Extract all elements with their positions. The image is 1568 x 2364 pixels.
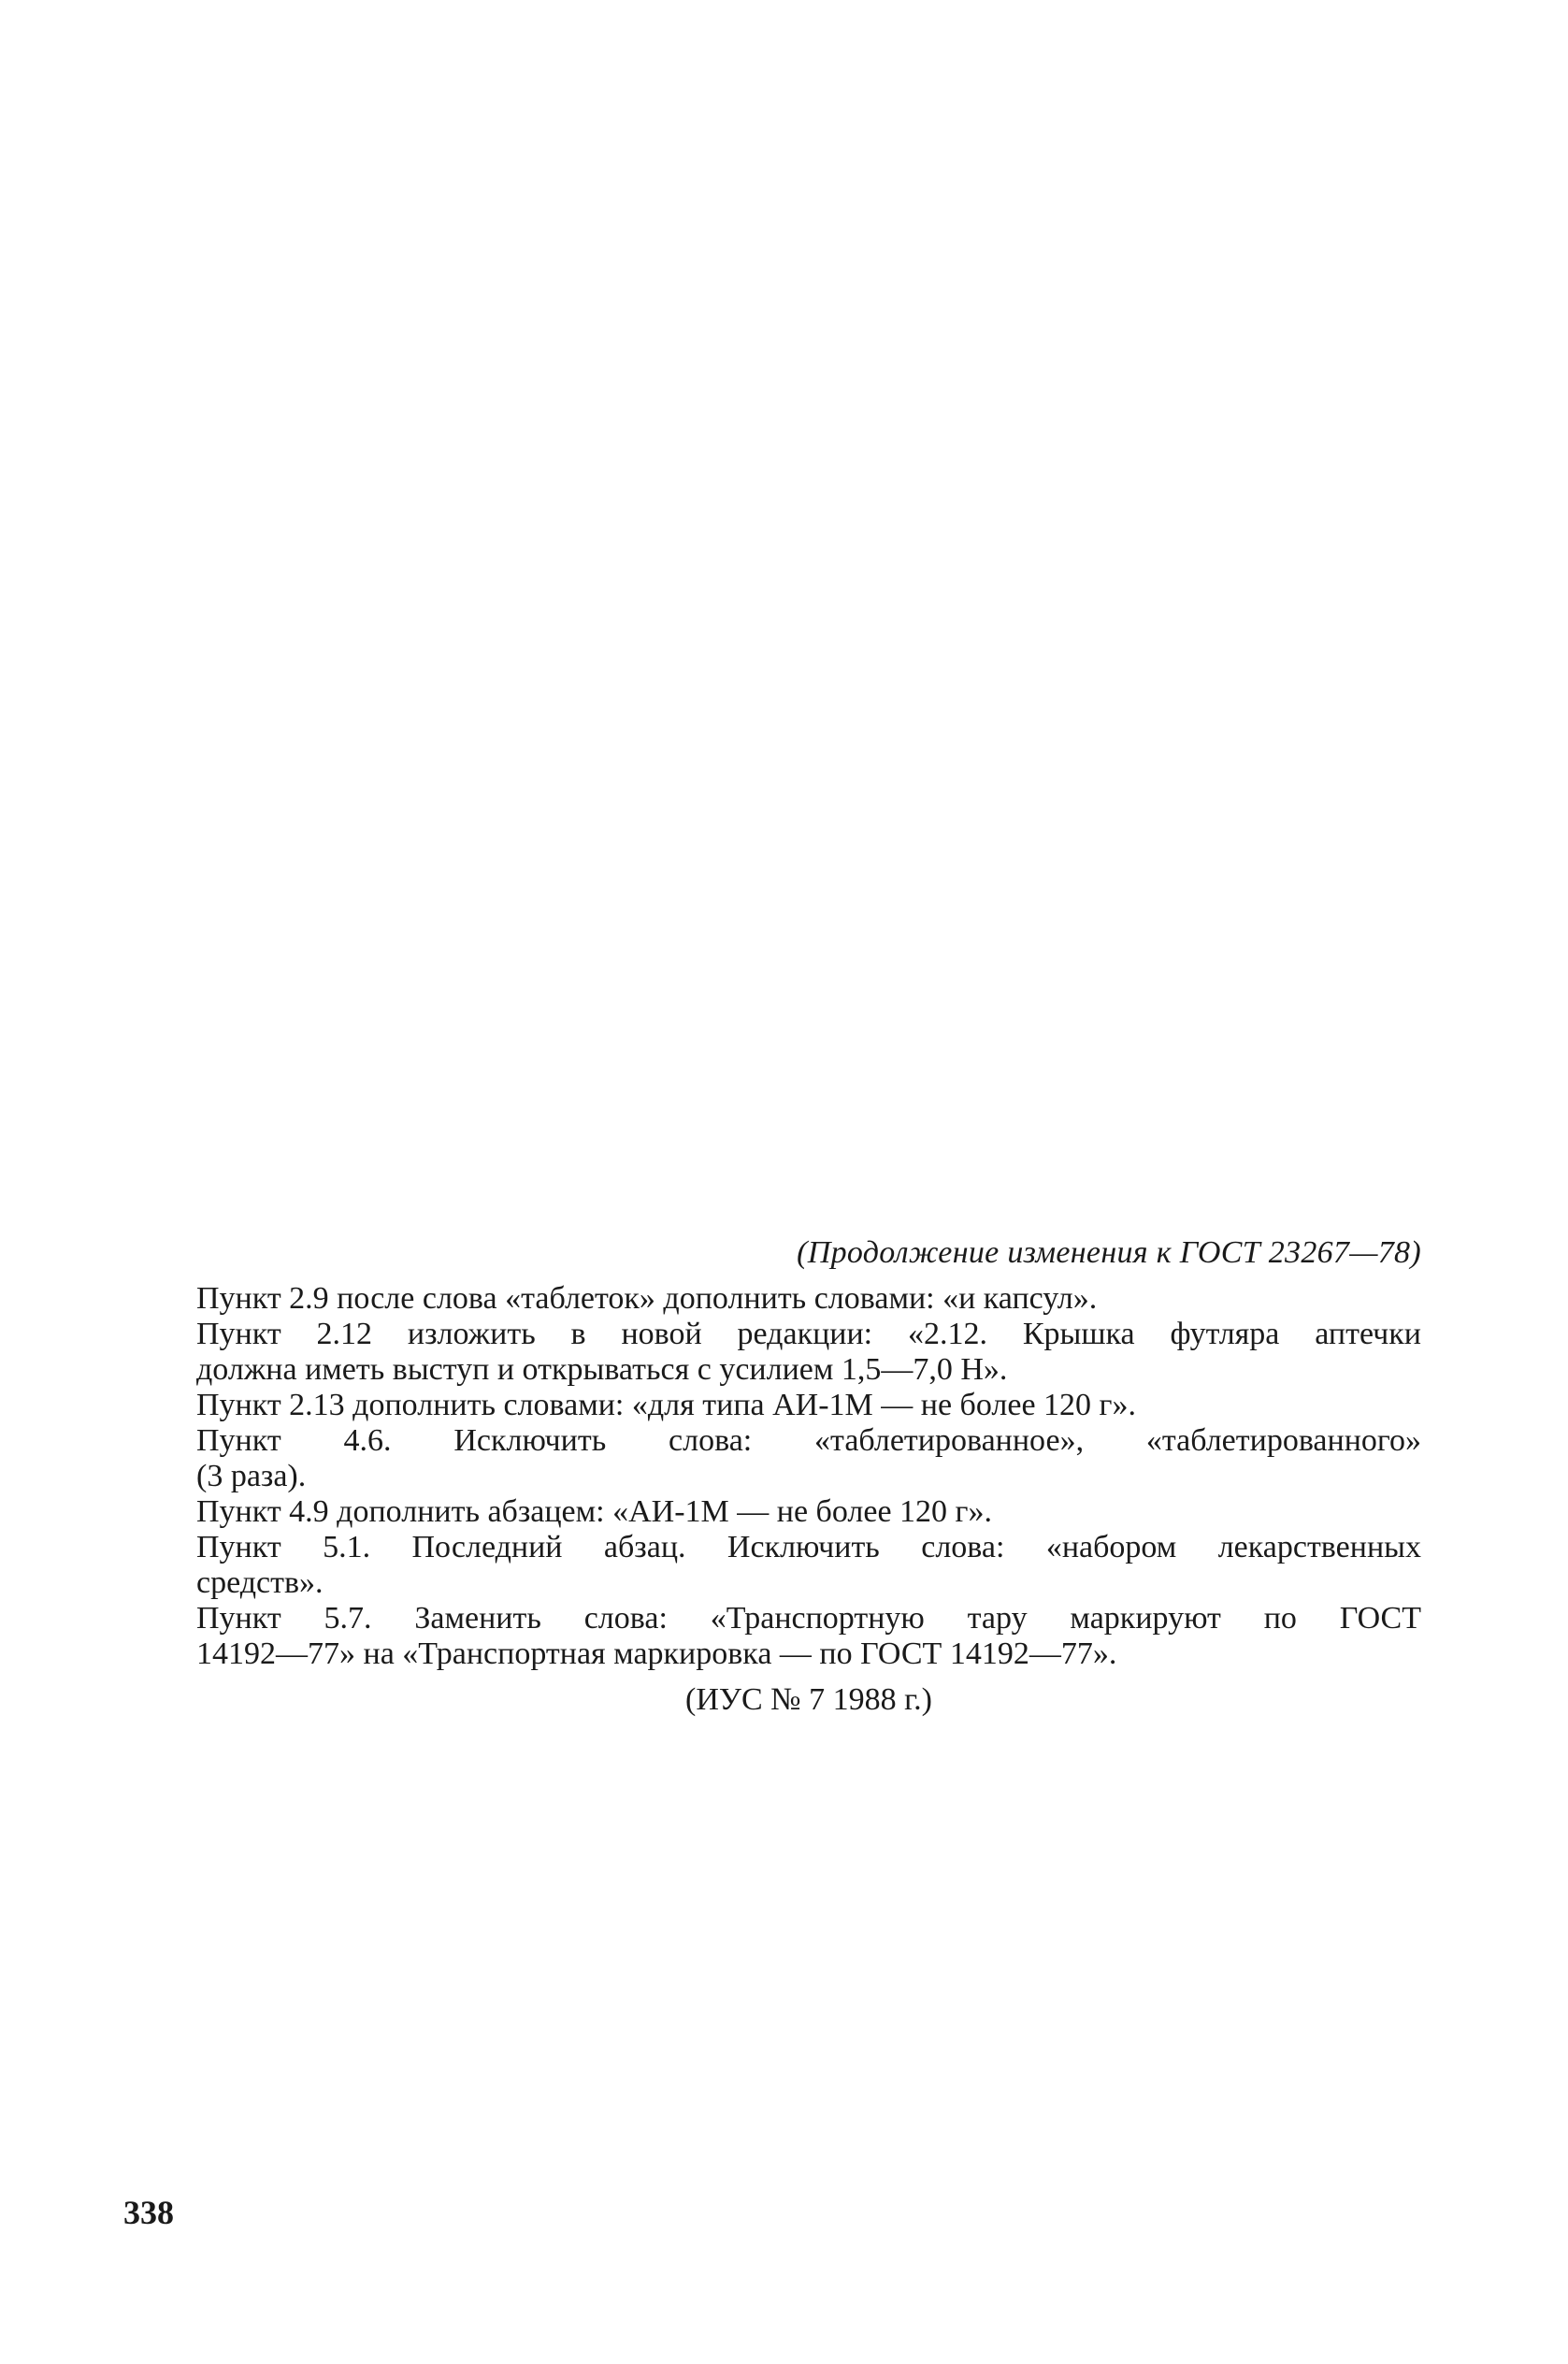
paragraph-5-7-line-2 [196,1636,1421,1672]
paragraph-5-7-line-1 [196,1601,1421,1636]
paragraph-2-13 [196,1388,1421,1423]
paragraph-line: 14192—77» на «Транспортная маркировка — по ГОСТ 14192—77». [196,1636,1117,1671]
paragraph-2-12-line-1 [196,1317,1421,1352]
source-reference: (ИУС № 7 1988 г.) [685,1682,932,1717]
paragraph-line: Пункт 2.9 после слова «таблеток» дополнить словами: «и капсул». [196,1281,1098,1316]
paragraph-line: Пункт 4.6. Исключить слова: «таблетированное», «таблетированного» [196,1423,1421,1458]
paragraph-line: Пункт 4.9 дополнить абзацем: «АИ-1М — не более 120 г». [196,1494,992,1529]
paragraph-line: средств». [196,1565,324,1600]
paragraph-line: (3 раза). [196,1459,307,1493]
paragraph-4-9 [196,1494,1421,1530]
continuation-header: (Продолжение изменения к ГОСТ 23267—78) [797,1235,1421,1270]
paragraph-line: должна иметь выступ и открываться с усилием 1,5—7,0 Н». [196,1352,1008,1387]
paragraph-5-1-line-1 [196,1530,1421,1565]
paragraph-line: Пункт 5.1. Последний абзац. Исключить слова: «набором лекарственных [196,1530,1421,1564]
amendment-text [196,1281,1421,1672]
paragraph-2-9 [196,1281,1421,1317]
paragraph-2-12-line-2 [196,1352,1421,1388]
page-number: 338 [123,2194,174,2231]
paragraph-4-6-line-2 [196,1459,1421,1494]
paragraph-4-6-line-1 [196,1423,1421,1459]
paragraph-line: Пункт 5.7. Заменить слова: «Транспортную тару маркируют по ГОСТ [196,1601,1421,1636]
paragraph-line: Пункт 2.13 дополнить словами: «для типа АИ-1М — не более 120 г». [196,1388,1136,1422]
paragraph-line: Пункт 2.12 изложить в новой редакции: «2.12. Крышка футляра аптечки [196,1317,1421,1351]
paragraph-5-1-line-2 [196,1565,1421,1601]
